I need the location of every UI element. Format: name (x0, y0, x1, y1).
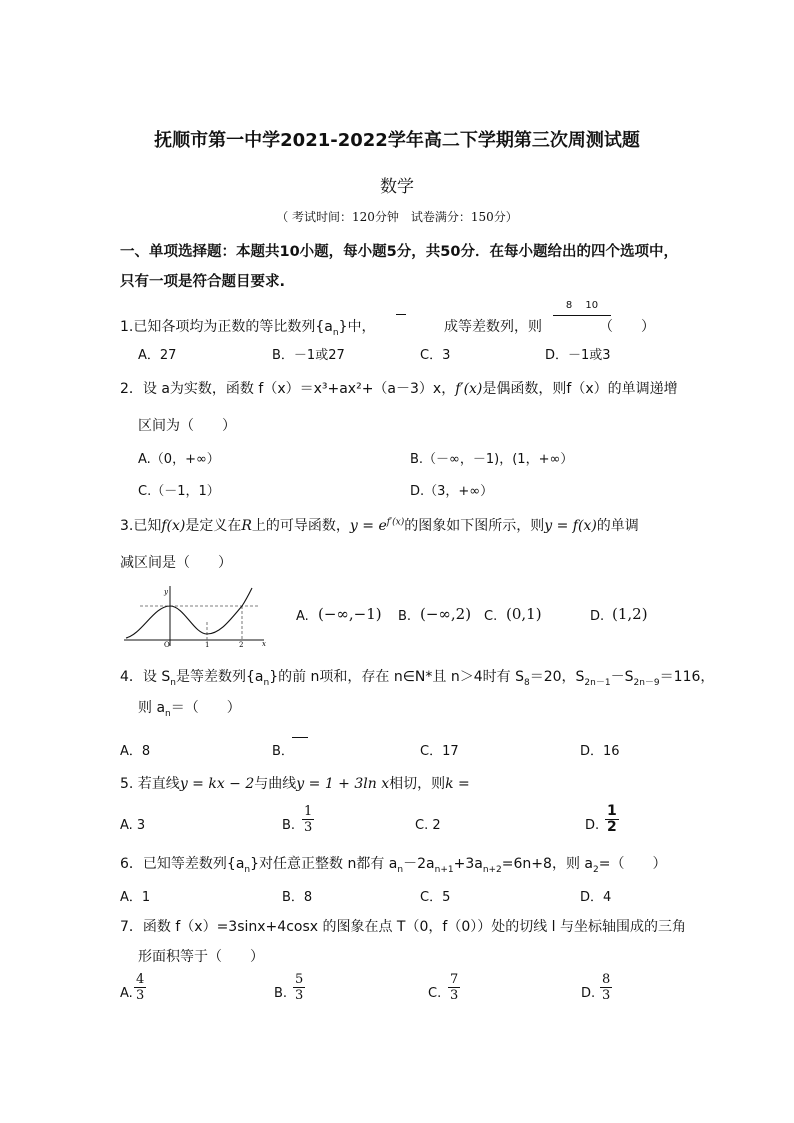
q3-efx-sup: f′(x) (386, 517, 405, 528)
q7-b-num: 5 (295, 972, 304, 987)
q4-text-a: 4．设 S (120, 669, 171, 685)
q7-c-den: 3 (450, 988, 459, 1003)
q2-option-b: B.（－∞，－1)，(1，+∞） (410, 452, 574, 467)
q6-text-d: +3a (453, 856, 483, 872)
q5-option-b-label: B. (282, 818, 296, 833)
q3-y-label: y (164, 588, 168, 596)
q1-text-c: 成等差数列，则 (444, 319, 542, 335)
q3-graph (120, 582, 268, 648)
q6-option-a: A．1 (120, 890, 151, 905)
q5-option-a: A. 3 (120, 818, 146, 833)
q5-b-den: 3 (304, 820, 313, 835)
q3-tick-2: 2 (239, 641, 244, 648)
q3-yfx: y = f(x) (544, 518, 597, 534)
q5-option-c: C. 2 (415, 818, 441, 833)
q5-k: k = (445, 776, 470, 792)
q5-stem (120, 773, 470, 793)
q3-tick-1: 1 (205, 641, 210, 648)
q1-fraction-top: 8 10 (553, 296, 611, 316)
q7-d-den: 3 (602, 988, 611, 1003)
q6-text-f: =（ ） (598, 856, 667, 872)
q2-text-a: 2．设 a为实数，函数 f（x）＝x³+ax²+（a－3）x， (120, 381, 456, 397)
q4-option-c: C．17 (420, 744, 459, 759)
q5-text-b: 与曲线 (254, 776, 297, 792)
q4-stem (120, 666, 714, 686)
q5-eq1: y = kx − 2 (179, 776, 255, 792)
q6-t1: n (397, 864, 404, 875)
q7-option-b-frac (293, 972, 305, 1003)
subject-title: 数学 (380, 177, 414, 197)
q2-text-b: 是偶函数，则f（x）的单调递增 (482, 381, 678, 397)
q4-text-e: －S (610, 669, 634, 685)
q2-option-a: A.（0，+∞） (138, 452, 220, 467)
q7-option-a-label: A. (120, 986, 133, 1001)
q3-option-c-label: C. (484, 609, 498, 624)
q3-text-e: 的单调 (596, 518, 639, 534)
q3-option-d-label: D. (590, 609, 605, 624)
q1-sub: n (332, 327, 339, 338)
q7-c-num: 7 (450, 972, 459, 987)
q1-option-a: A．27 (138, 348, 177, 363)
q7-b-den: 3 (295, 988, 304, 1003)
q3-fx: f(x) (161, 518, 186, 534)
exam-info: （ 考试时间：120分钟 试卷满分：150分） (276, 210, 518, 224)
q7-option-a-frac (134, 972, 146, 1003)
q3-text-a: 3.已知 (120, 518, 162, 534)
q5-option-d-frac (605, 804, 619, 835)
q4-option-b: B． (272, 744, 294, 759)
q6-t3: n+2 (482, 864, 502, 875)
q4-line2 (138, 697, 241, 717)
section-heading-line2: 只有一项是符合题目要求. (120, 274, 286, 290)
q4-option-d: D．16 (580, 744, 620, 759)
q4-a-sub: n (263, 677, 270, 688)
q2-fprime: f′(x) (455, 381, 483, 397)
q5-text-a: 5. 若直线 (120, 776, 180, 792)
q4-line2-a: 则 a (138, 700, 166, 716)
q7-line1: 7．函数 f（x）=3sinx+4cosx 的图象在点 T（0，f（0））处的切线 l 与坐标轴围成的三角 (120, 919, 687, 935)
q6-sub-n: n (244, 864, 251, 875)
q3-option-b-label: B. (398, 609, 412, 624)
q3-text-c: 上的可导函数， (251, 518, 350, 534)
q5-d-num: 1 (607, 803, 617, 819)
q7-a-den: 3 (136, 988, 145, 1003)
section-heading-line1: 一、单项选择题：本题共10小题，每小题5分，共50分．在每小题给出的四个选项中， (120, 244, 678, 260)
q3-x-label: x (262, 640, 266, 648)
q7-option-b-label: B. (274, 986, 288, 1001)
q5-option-d-label: D. (585, 818, 600, 833)
q4-line2-sub: n (165, 708, 171, 719)
q6-option-b: B．8 (282, 890, 313, 905)
q3-curve (126, 588, 252, 638)
q3-line2: 减区间是（ ） (120, 555, 232, 571)
q4-option-b-bar (292, 737, 308, 738)
q6-stem (120, 853, 666, 873)
q6-t4: 2 (592, 864, 599, 875)
q5-text-c: 相切，则 (389, 776, 446, 792)
q4-s-sub: n (170, 677, 176, 688)
q3-option-c: (0,1) (506, 605, 542, 623)
q7-option-c-label: C. (428, 986, 442, 1001)
q1-option-b: B．－1或27 (272, 348, 345, 363)
q7-line2: 形面积等于（ ） (138, 949, 264, 965)
q3-R: R (241, 518, 252, 534)
q5-d-den: 2 (607, 819, 617, 835)
q4-text-c: }的前 n项和，存在 n∈N*且 n＞4时有 S (269, 669, 524, 685)
q4-s8-sub: 8 (523, 677, 530, 688)
q6-text-b: }对任意正整数 n都有 a (250, 856, 398, 872)
q2-option-c: C.（－1，1） (138, 484, 220, 499)
q1-option-d: D．－1或3 (545, 348, 611, 363)
q4-text-d: ＝20，S (529, 669, 585, 685)
q1-text-a: 1.已知各项均为正数的等比数列{a (120, 319, 333, 335)
q7-option-d-frac (600, 972, 612, 1003)
q3-option-a-label: A. (296, 609, 309, 624)
q6-text-a: 6．已知等差数列{a (120, 856, 245, 872)
q1-overline (396, 314, 406, 315)
q3-option-d: (1,2) (612, 605, 648, 623)
q5-b-num: 1 (304, 804, 313, 819)
q4-text-b: 是等差数列{a (175, 669, 264, 685)
q7-a-num: 4 (136, 972, 145, 987)
q6-text-c: －2a (403, 856, 435, 872)
q4-s2n9-sub: 2n－9 (633, 677, 660, 688)
q4-text-f: ＝116， (659, 669, 715, 685)
q2-stem (120, 378, 678, 398)
q6-text-e: =6n+8，则 a (501, 856, 593, 872)
q4-option-a: A．8 (120, 744, 151, 759)
q3-stem (120, 515, 639, 535)
q3-option-a: (−∞,−1) (318, 605, 382, 623)
q5-eq2: y = 1 + 3ln x (296, 776, 390, 792)
q7-option-c-frac (448, 972, 460, 1003)
q3-efx: y = e (349, 518, 387, 534)
page-title: 抚顺市第一中学2021-2022学年高二下学期第三次周测试题 (154, 130, 640, 151)
q2-option-d: D.（3，+∞） (410, 484, 494, 499)
q6-t2: n+1 (434, 864, 454, 875)
q3-text-d: 的图象如下图所示，则 (404, 518, 545, 534)
q1-paren: （ ） (599, 319, 655, 335)
q6-option-d: D．4 (580, 890, 612, 905)
q1-stem (120, 316, 375, 336)
q3-text-b: 是定义在 (185, 518, 242, 534)
q3-option-b: (−∞,2) (420, 605, 472, 623)
q6-option-c: C．5 (420, 890, 451, 905)
q1-text-b: }中， (338, 319, 376, 335)
q1-option-c: C．3 (420, 348, 451, 363)
q7-option-d-label: D. (581, 986, 596, 1001)
q4-s2n1-sub: 2n－1 (584, 677, 611, 688)
q3-origin-label: O (164, 641, 170, 648)
q7-d-num: 8 (602, 972, 611, 987)
q2-line2: 区间为（ ） (138, 418, 236, 434)
q4-line2-b: ＝（ ） (170, 700, 241, 716)
q5-option-b-frac (302, 804, 314, 835)
